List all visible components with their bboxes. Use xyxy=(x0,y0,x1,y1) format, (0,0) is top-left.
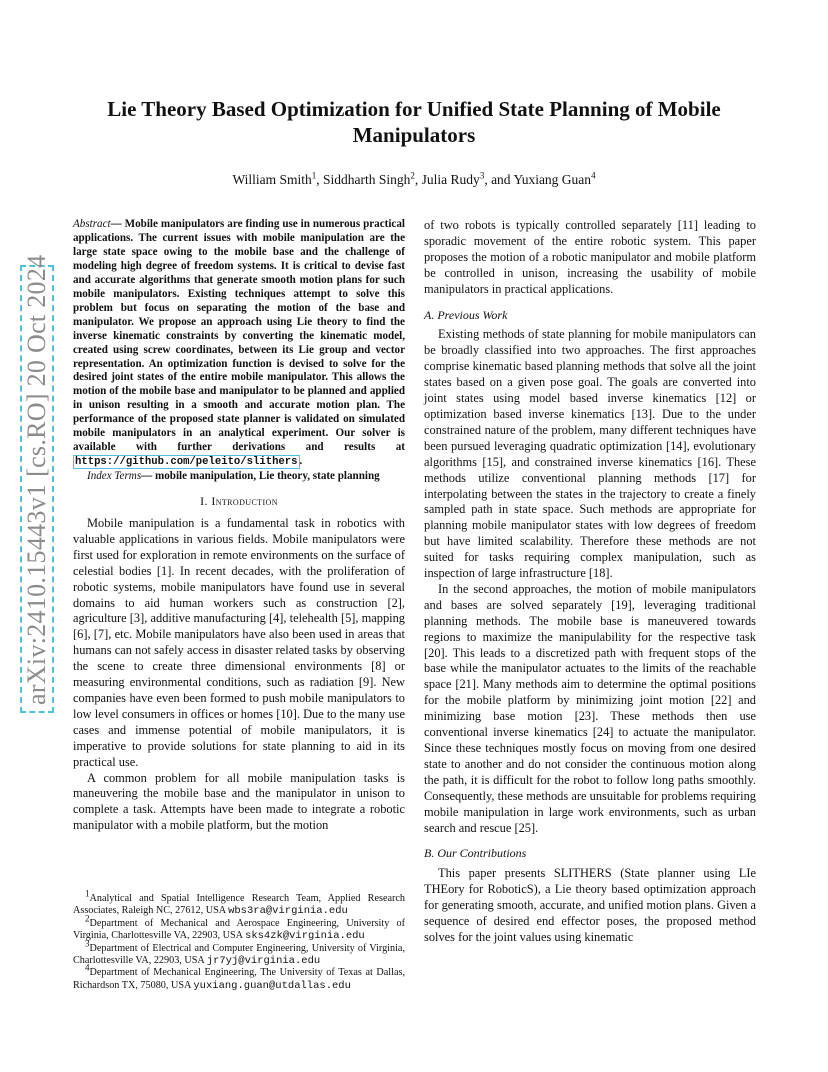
intro-paragraph-2-continued: of two robots is typically controlled separately [11] leading to sporadic movement of the entire robotic system. This paper proposes the motion of a robotic manipulator and mobile platform be controlled in unison, increasing the usability of mobile manipulators in practical applications. xyxy=(424,218,756,296)
author-affiliation-mark: 3 xyxy=(479,170,485,181)
contributions-paragraph-1: This paper presents SLITHERS (State planner using LIe THEory for RoboticS), a Lie theory based optimization approach for generating smooth, accurate, and unified motion plans. Given a sequence of desired end effector poses, the proposed method solves for the joint values using kinematic xyxy=(424,866,756,944)
footnote-email[interactable]: jr7yj@virginia.edu xyxy=(206,955,321,968)
footnote-text: Department of Mechanical and Aerospace Engineering, University of Virginia, Charlottesville VA, 22903, USA xyxy=(73,917,405,942)
footnote-email[interactable]: wbs3ra@virginia.edu xyxy=(228,905,348,918)
author-name: Siddharth Singh xyxy=(323,172,411,187)
footnote-mark: 2 xyxy=(85,913,90,924)
footnote-3 xyxy=(73,938,405,968)
previous-work-paragraph-1: Existing methods of state planning for mobile manipulators can be broadly classified into two approaches. The first approaches comprise kinematic based planning methods that solve all the joint states based on a given pose goal. The goals are converted into joint states using model based inverse kinematics [12] or optimization based inverse kinematics [13]. Due to the under constrained nature of the problem, many different techniques have been pursued leveraging quadratic optimization [14], evolutionary algorithms [15], and constrained inverse kinematics [16]. These methods utilize conventional planning methods [17] for interpolating between the states in the trajectory to create a finely sampled path in state space. Such methods are appropriate for planning mobile manipulator states with low degrees of freedom but have limited scalability. Therefore these methods are not suited for tasks requiring complex manipulation, such as inspection of large infrastructure [18]. xyxy=(424,327,756,581)
author-list: William Smith$^1$, Siddharth Singh$^2$, Julia Rudy$^3$, and Yuxiang Guan$^4$ xyxy=(232,170,596,187)
footnote-text: Department of Electrical and Computer Engineering, University of Virginia, Charlottesville VA, 22903, USA xyxy=(73,942,405,967)
footnote-4 xyxy=(73,963,405,992)
arxiv-identifier[interactable]: arXiv:2410.15443v1 [cs.RO] 20 Oct 2024 xyxy=(20,265,54,713)
abstract-text: Mobile manipulators are finding use in numerous practical applications. The current issues with mobile manipulation are the large state space owing to the mobile base and the challenge of modeling high degree of freedom systems. It is critical to devise fast and accurate algorithms that generate smooth motion plans for such mobile manipulators. Existing techniques attempt to solve this problem but focus on separating the motion of the base and manipulator. We propose an approach using Lie theory to find the inverse kinematic constraints by converting the kinematic model, created using screw coordinates, between its Lie group and vector representation. An optimization function is devised to solve for the desired joint states of the entire mobile manipulator. This allows the motion of the mobile base and manipulator to be planned and applied in unison resulting in a smooth and accurate motion plan. The performance of the proposed state planner is validated on simulated mobile manipulators in an analytical experiment. Our solver is available with further derivations and results at xyxy=(73,218,405,454)
footnote-text: Analytical and Spatial Intelligence Research Team, Applied Research Associates, Raleigh NC, 27612, USA xyxy=(73,893,405,917)
footnotes xyxy=(73,888,405,992)
section-heading-introduction xyxy=(73,494,405,510)
footnote-1 xyxy=(73,888,405,918)
index-terms: Index Terms— mobile manipulation, Lie theory, state planning xyxy=(87,470,380,483)
code-link[interactable]: https://github.com/peleito/slithers xyxy=(75,456,298,469)
paper-title: Lie Theory Based Optimization for Unified State Planning of Mobile Manipulators xyxy=(107,97,721,147)
left-column xyxy=(73,218,405,834)
abstract-label: Abstract xyxy=(73,218,111,230)
index-terms-text: mobile manipulation, Lie theory, state planning xyxy=(155,470,380,483)
author-affiliation-mark: 4 xyxy=(591,170,596,181)
abstract: Abstract— Mobile manipulators are finding use in numerous practical applications. The current issues with mobile manipulation are the large state space owing to the mobile base and the challenge of modeling high degree of freedom systems. It is critical to devise fast and accurate algorithms that generate smooth motion plans for such mobile manipulators. Existing techniques attempt to solve this problem but focus on separating the motion of the base and manipulator. We propose an approach using Lie theory to find the inverse kinematic constraints by converting the kinematic model, created using screw coordinates, between its Lie group and vector representation. An optimization function is devised to solve for the desired joint states of the entire mobile manipulator. This allows the motion of the mobile base and manipulator to be planned and applied in unison resulting in a smooth and accurate motion plan. The performance of the proposed state planner is validated on simulated mobile manipulators in an analytical experiment. Our solver is available with further derivations and results at https://github.com/peleito/slithers . xyxy=(73,218,405,469)
author-affiliation-mark: 1 xyxy=(311,170,317,181)
footnote-2 xyxy=(73,913,405,943)
index-terms-label: Index Terms xyxy=(87,470,142,483)
author-name: Julia Rudy xyxy=(421,172,480,187)
intro-paragraph-1: Mobile manipulation is a fundamental task in robotics with valuable applications in various fields. Mobile manipulators were first used for exploration in remote environments on the surface of celestial bodies [1]. In recent decades, with the proliferation of robotic systems, mobile manipulators have found use in several domains to aid human workers such as construction [2], agriculture [3], additive manufacturing [4], telehealth [5], mapping [6], [7], etc. Mobile manipulators have also been used in areas that humans can not safely access in disaster related tasks by observing the scene to create three dimensional environments [8] or measuring environmental conditions, such as radiation [9]. New companies have even been formed to push mobile manipulators to low level consumers in offices or homes [10]. Due to the many use cases and immense potential of mobile manipulators, it is imperative to provide solutions for state planning to aid in its practical use. xyxy=(73,516,405,769)
footnote-mark: 1 xyxy=(85,888,90,899)
section-title: Introduction xyxy=(211,494,278,509)
authors-conjunction: and xyxy=(491,172,511,187)
previous-work-paragraph-2: In the second approaches, the motion of mobile manipulators and bases are solved separately [19], leveraging traditional planning methods. The mobile base is maneuvered towards regions to maximize the manipulability for the respective task [20]. This leads to a discretized path with frequent stops of the base while the manipulator actuates to the limits of the reachable space [21]. Many methods aim to determine the optimal positions for the mobile platform by minimizing joint motion [22] and minimizing base motion [23]. These methods then use conventional inverse kinematics [24] to actuate the manipulator. Since these techniques mostly focus on moving from one desired state to another and do not consider the continuous motion along the path, it is difficult for the robot to follow long paths smoothly. Consequently, these methods are unsuitable for problems requiring mobile manipulation in large work environments, such as urban search and rescue [25]. xyxy=(424,581,756,835)
footnote-email[interactable]: yuxiang.guan@utdallas.edu xyxy=(193,979,351,992)
author-name: Yuxiang Guan xyxy=(513,172,592,187)
footnote-mark: 3 xyxy=(85,938,90,949)
author-name: William Smith xyxy=(232,172,312,187)
subsection-heading-previous-work: A. Previous Work xyxy=(424,307,508,322)
footnote-text: Department of Mechanical Engineering, The University of Texas at Dallas, Richardson TX, 75080, USA xyxy=(73,967,405,991)
right-column xyxy=(424,218,756,946)
author-affiliation-mark: 2 xyxy=(410,170,415,181)
subsection-heading-contributions: B. Our Contributions xyxy=(424,846,527,861)
footnote-mark: 4 xyxy=(85,963,90,974)
arxiv-stamp[interactable] xyxy=(20,254,54,708)
intro-paragraph-2: A common problem for all mobile manipulation tasks is maneuvering the mobile base and the manipulator in unison to complete a task. Attempts have been made to integrate a robotic manipulator with a mobile platform, but the motion xyxy=(73,770,405,833)
section-number: I. xyxy=(200,494,208,509)
footnote-email[interactable]: sks4zk@virginia.edu xyxy=(245,930,365,943)
